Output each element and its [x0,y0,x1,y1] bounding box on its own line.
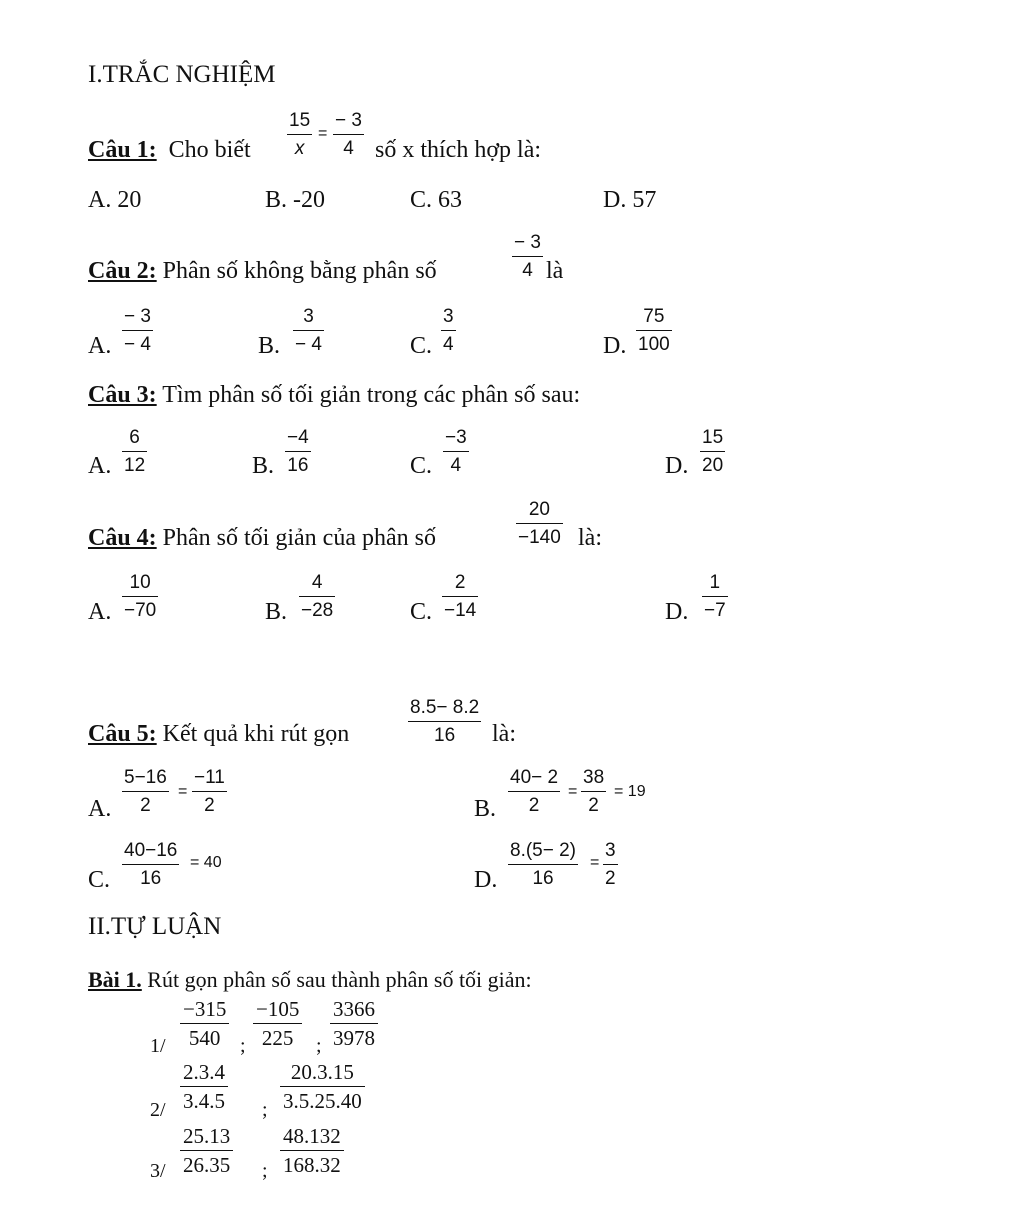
q5-opt-c-letter: C. [88,867,111,893]
den: − 4 [124,334,151,355]
num: 2.3.4 [183,1060,225,1084]
q5-frac [408,697,481,747]
num: 3 [443,306,454,327]
den: 540 [188,1026,221,1050]
q5-opt-b-letter: B. [474,796,497,822]
num: 4 [311,572,323,593]
bai1-r3-f2 [280,1125,344,1177]
den: 168.32 [283,1153,341,1177]
q5-opt-d-f1 [508,840,578,890]
den: 3.4.5 [183,1089,225,1113]
q1-eq: = [318,125,328,142]
q2-opt-a-letter: A. [88,333,112,359]
q4-opt-c-frac [442,572,478,622]
q3-opt-d-letter: D. [665,453,689,479]
bai1-r1-f1 [180,998,229,1050]
num: 75 [643,306,665,327]
den: 4 [450,455,462,476]
q4-label: Câu 4: [88,525,157,551]
q4-opt-c-letter: C. [410,599,433,625]
bai1-text: Rút gọn phân số sau thành phân số tối giản: [147,967,532,992]
num: −11 [194,767,225,788]
q1-label: Câu 1: [88,137,157,163]
den: 225 [261,1026,294,1050]
q5-opt-d-eq: = [590,854,600,871]
q2-opt-c-letter: C. [410,333,433,359]
q2-opt-b-frac [293,306,324,356]
q1-opt-d: D. 57 [603,187,657,213]
q5-opt-b-tail: = 19 [614,783,646,800]
den: 16 [287,455,309,476]
q1-opt-a: A. 20 [88,187,142,213]
q2-opt-a-frac [122,306,153,356]
den: 16 [140,868,162,889]
q4-opt-d-letter: D. [665,599,689,625]
num: −105 [256,997,300,1021]
num: 6 [129,427,140,448]
q1-text: Cho biết [168,137,251,163]
num: 15 [702,427,724,448]
den: 3978 [333,1026,375,1050]
q2-line [88,257,437,285]
num: 20.3.15 [290,1060,354,1084]
q5-opt-c-tail: = 40 [190,854,222,871]
den: 2 [605,868,616,889]
q3-opt-d-frac [700,427,725,477]
den: 16 [434,725,456,746]
q5-text-after: là: [492,721,516,747]
q5-opt-b-eq: = [568,783,578,800]
den: −7 [704,600,726,621]
part2-title: II.TỰ LUẬN [88,913,222,940]
q4-frac [516,499,563,549]
num: 3 [303,306,314,327]
num: 3366 [333,997,375,1021]
num: 8.5− 8.2 [410,697,480,718]
q3-line [88,381,580,409]
bai1-line [88,967,532,993]
q2-opt-d-frac [636,306,672,356]
den: 2 [204,795,215,816]
den: −14 [444,600,477,621]
num: −4 [287,427,309,448]
num: 48.132 [283,1124,341,1148]
num: 20 [528,499,550,520]
bai1-r3-f1 [180,1125,233,1177]
q5-opt-a-eq: = [178,783,188,800]
q5-opt-d-letter: D. [474,867,498,893]
den: 2 [528,795,540,816]
den: 4 [443,334,454,355]
q2-frac-num: − 3 [514,232,541,253]
q4-opt-a-letter: A. [88,599,112,625]
q3-opt-c-letter: C. [410,453,433,479]
q2-text-after: là [546,258,564,284]
q4-line [88,524,436,552]
num: −315 [183,997,227,1021]
q2-opt-c-frac [441,306,456,356]
bai1-label: Bài 1. [88,967,142,992]
q3-label: Câu 3: [88,382,157,408]
den: −28 [301,600,334,621]
q5-line [88,720,349,748]
q3-opt-a-frac [122,427,147,477]
q5-opt-c-f1 [122,840,179,890]
q3-opt-b-frac [285,427,311,477]
bai1-r1-sep2: ; [316,1035,322,1057]
den: 2 [140,795,151,816]
num: 40−16 [124,840,178,861]
q1-frac1 [287,110,312,160]
bai1-r1-idx: 1/ [150,1035,166,1057]
q4-opt-a-frac [122,572,158,622]
part1-title: I.TRẮC NGHIỆM [88,61,276,88]
q5-text: Kết quả khi rút gọn [162,721,350,747]
den: − 4 [295,334,322,355]
q3-opt-a-letter: A. [88,453,112,479]
q3-opt-c-frac [443,427,469,477]
den: 20 [702,455,724,476]
q2-opt-d-letter: D. [603,333,627,359]
q1-frac1-num: 15 [289,110,311,131]
q5-opt-d-f2 [603,840,618,890]
num: 3 [605,840,616,861]
bai1-r3-idx: 3/ [150,1160,166,1182]
q1-line [88,136,251,164]
bai1-r2-f1 [180,1061,228,1113]
den: −70 [124,600,157,621]
bai1-r3-sep: ; [262,1160,268,1182]
q5-label: Câu 5: [88,721,157,747]
q5-opt-b-f1 [508,767,560,817]
bai1-r2-sep: ; [262,1099,268,1121]
bai1-r2-f2 [280,1061,365,1113]
num: 25.13 [183,1124,231,1148]
q1-text-after: số x thích hợp là: [375,137,542,163]
q2-label: Câu 2: [88,258,157,284]
den: 12 [124,455,146,476]
q2-frac-den: 4 [522,260,533,281]
q5-opt-b-f2 [581,767,606,817]
den: 26.35 [183,1153,231,1177]
q2-text: Phân số không bằng phân số [162,258,437,284]
q2-frac [512,232,543,282]
q1-frac1-den: x [294,138,305,159]
q1-frac2-num: − 3 [335,110,362,131]
q5-opt-a-letter: A. [88,796,112,822]
q4-opt-b-letter: B. [265,599,288,625]
num: 8.(5− 2) [510,840,577,861]
q4-opt-b-frac [299,572,335,622]
num: 10 [129,572,151,593]
den: 2 [588,795,599,816]
bai1-r1-f3 [330,998,378,1050]
num: 40− 2 [510,767,559,788]
q1-frac2-den: 4 [343,138,354,159]
q4-text-after: là: [578,525,602,551]
q1-frac2 [333,110,364,160]
den: 100 [638,334,670,355]
num: 5−16 [124,767,167,788]
q4-text: Phân số tối giản của phân số [162,525,436,551]
q5-opt-a-f2 [192,767,227,817]
den: −140 [518,527,561,548]
q4-opt-d-frac [702,572,728,622]
den: 16 [532,868,554,889]
num: − 3 [124,306,151,327]
q2-opt-b-letter: B. [258,333,281,359]
num: −3 [445,427,467,448]
num: 1 [709,572,721,593]
q5-opt-a-f1 [122,767,169,817]
num: 2 [454,572,466,593]
den: 3.5.25.40 [283,1089,362,1113]
bai1-r1-f2 [253,998,302,1050]
q3-text: Tìm phân số tối giản trong các phân số sau: [162,382,581,408]
bai1-r1-sep1: ; [240,1035,246,1057]
q3-opt-b-letter: B. [252,453,275,479]
q1-opt-b: B. -20 [265,187,325,213]
q1-opt-c: C. 63 [410,187,463,213]
num: 38 [583,767,605,788]
bai1-r2-idx: 2/ [150,1099,166,1121]
